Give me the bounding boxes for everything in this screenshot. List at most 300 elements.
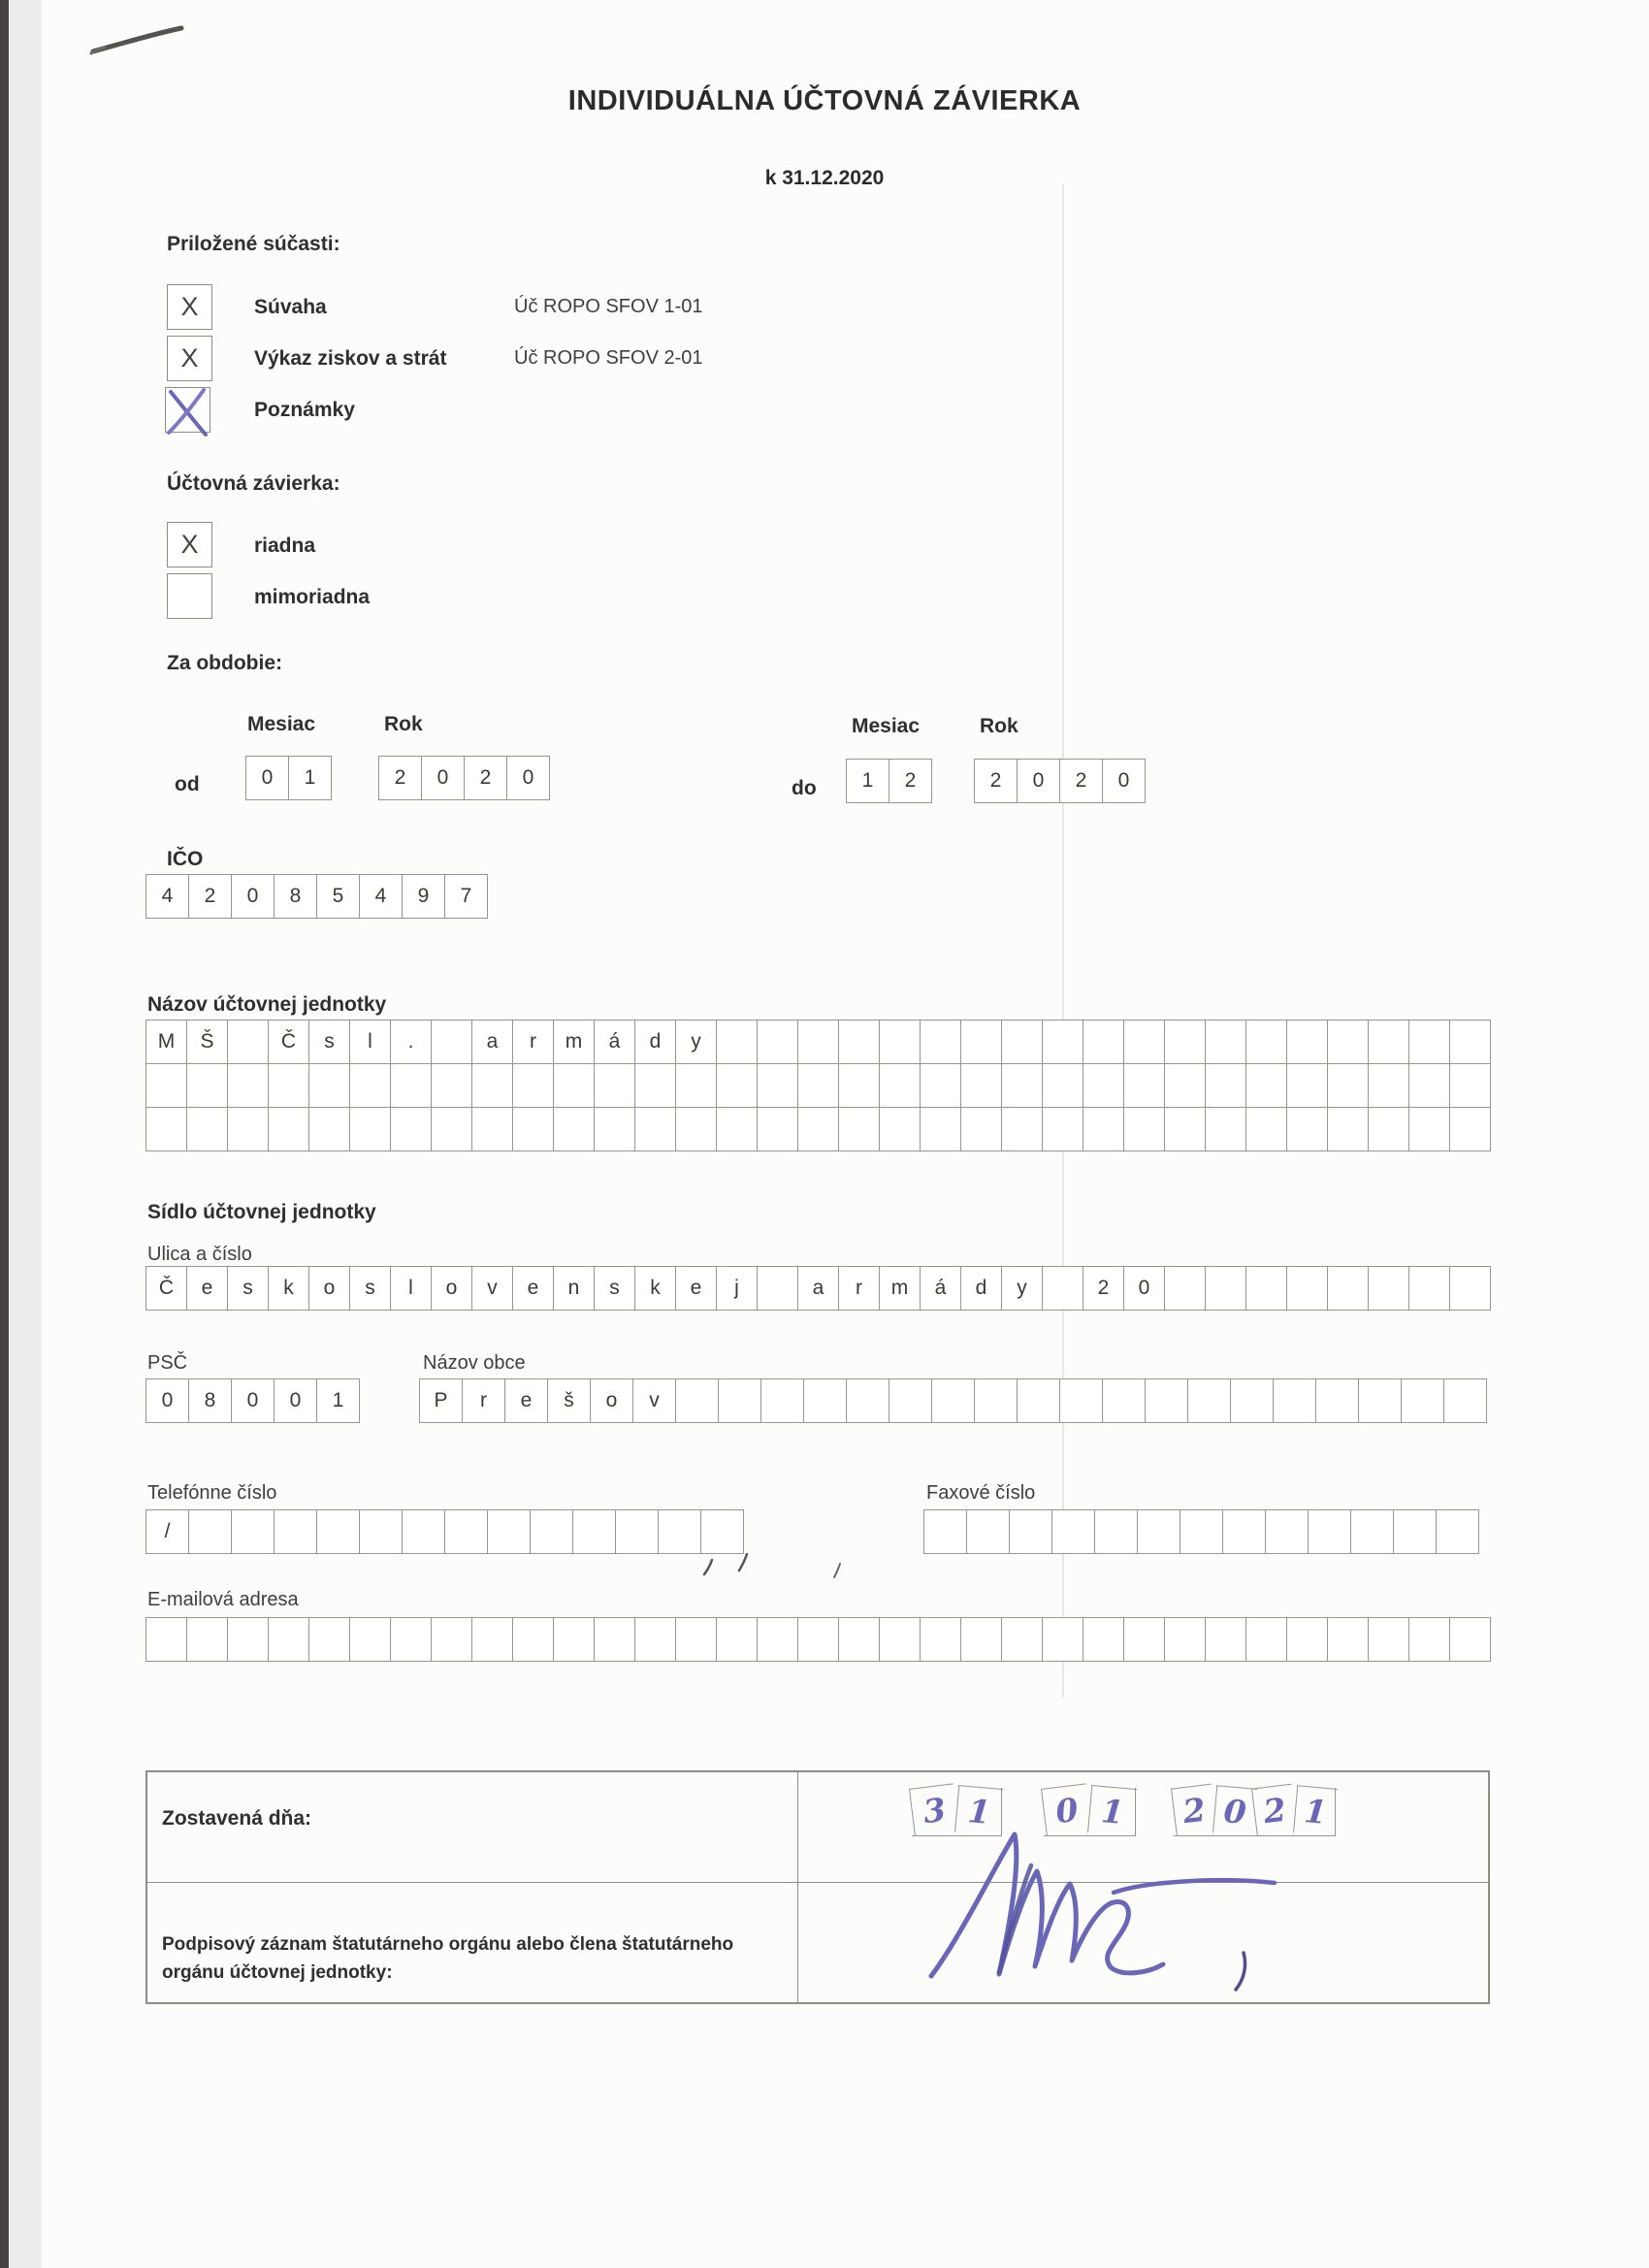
- grid-cell: [838, 1617, 879, 1661]
- attachments-heading: Priložené súčasti:: [167, 233, 340, 255]
- grid-cell: 2: [188, 874, 231, 918]
- grid-cell: 9: [402, 874, 444, 918]
- checkbox-riadna-mark: X: [180, 530, 199, 559]
- grid-cell: [268, 1107, 308, 1150]
- grid-cell: [390, 1107, 431, 1150]
- grid-cell: [316, 1509, 359, 1553]
- grid-cell: [308, 1617, 349, 1661]
- grid-cell: y: [1001, 1266, 1042, 1310]
- grid-cell: 2: [974, 759, 1017, 802]
- grid-cell: [1286, 1266, 1327, 1310]
- grid-cell: [1245, 1617, 1286, 1661]
- grid-cell: [960, 1020, 1001, 1063]
- period-to-month-grid: [846, 759, 932, 803]
- grid-cell: e: [512, 1266, 553, 1310]
- grid-cell: [675, 1107, 716, 1150]
- grid-cell: d: [960, 1266, 1001, 1310]
- fax-grid: [923, 1509, 1479, 1554]
- grid-cell: [757, 1020, 797, 1063]
- grid-cell: [1449, 1063, 1490, 1107]
- period-heading: Za obdobie:: [167, 652, 282, 674]
- grid-cell: [716, 1107, 757, 1150]
- grid-cell: r: [462, 1378, 504, 1422]
- grid-cell: [920, 1107, 960, 1150]
- grid-cell: [431, 1617, 471, 1661]
- grid-cell: [675, 1378, 718, 1422]
- grid-cell: [960, 1107, 1001, 1150]
- grid-cell: [188, 1509, 231, 1553]
- grid-cell: d: [634, 1020, 675, 1063]
- period-to-month-label: Mesiac: [852, 715, 921, 737]
- grid-cell: [920, 1617, 960, 1661]
- grid-cell: [1449, 1107, 1490, 1150]
- grid-cell: 1: [1293, 1785, 1338, 1835]
- signature: [902, 1809, 1310, 2003]
- attachment-label-suvaha: Súvaha: [254, 296, 327, 318]
- grid-cell: [879, 1020, 920, 1063]
- grid-cell: [1123, 1617, 1164, 1661]
- grid-cell: [1083, 1020, 1123, 1063]
- checkbox-suvaha: [167, 284, 212, 330]
- attachment-label-vykaz: Výkaz ziskov a strát: [254, 347, 447, 370]
- grid-cell: [1222, 1509, 1265, 1553]
- grid-cell: o: [308, 1266, 349, 1310]
- grid-cell: [471, 1107, 512, 1150]
- grid-cell: á: [920, 1266, 960, 1310]
- grid-cell: [1180, 1509, 1222, 1553]
- attachment-code-vykaz: Úč ROPO SFOV 2-01: [514, 347, 703, 369]
- checkbox-vykaz-mark: X: [180, 343, 199, 373]
- grid-cell: e: [504, 1378, 547, 1422]
- grid-cell: [553, 1063, 594, 1107]
- grid-cell: [431, 1063, 471, 1107]
- grid-cell: [1123, 1020, 1164, 1063]
- grid-cell: s: [349, 1266, 390, 1310]
- checkbox-suvaha-mark: X: [180, 292, 199, 321]
- period-to-label: do: [792, 777, 817, 799]
- grid-cell: [920, 1063, 960, 1107]
- closing-label-mimoriadna: mimoriadna: [254, 586, 371, 608]
- grid-cell: [530, 1509, 572, 1553]
- grid-cell: [1245, 1266, 1286, 1310]
- checkbox-riadna: [167, 522, 212, 567]
- grid-cell: [966, 1509, 1009, 1553]
- grid-cell: [1408, 1617, 1449, 1661]
- grid-cell: [349, 1617, 390, 1661]
- grid-cell: [879, 1617, 920, 1661]
- grid-cell: [658, 1509, 700, 1553]
- grid-cell: 2: [464, 756, 506, 799]
- grid-cell: [1123, 1107, 1164, 1150]
- grid-cell: [1449, 1266, 1490, 1310]
- grid-cell: 4: [359, 874, 402, 918]
- grid-cell: [1164, 1063, 1205, 1107]
- pen-scribble-mark: [85, 19, 202, 63]
- grid-cell: [308, 1063, 349, 1107]
- grid-cell: [1408, 1107, 1449, 1150]
- form-as-of-date: k 31.12.2020: [764, 167, 885, 189]
- grid-cell: [146, 1617, 186, 1661]
- grid-cell: [1205, 1063, 1245, 1107]
- grid-cell: [1327, 1063, 1368, 1107]
- phone-grid: [146, 1509, 744, 1554]
- grid-cell: [1245, 1063, 1286, 1107]
- grid-cell: y: [675, 1020, 716, 1063]
- grid-cell: [797, 1063, 838, 1107]
- grid-cell: 1: [316, 1378, 359, 1422]
- checkbox-vykaz: [167, 336, 212, 381]
- closing-label-riadna: riadna: [254, 535, 316, 557]
- period-to-year-grid: [974, 759, 1146, 803]
- grid-cell: [444, 1509, 487, 1553]
- grid-cell: [146, 1107, 186, 1150]
- grid-cell: [1001, 1107, 1042, 1150]
- period-to-year-label: Rok: [980, 715, 1018, 737]
- grid-cell: [1094, 1509, 1137, 1553]
- grid-cell: [634, 1063, 675, 1107]
- grid-cell: [1001, 1020, 1042, 1063]
- grid-cell: 0: [1102, 759, 1145, 802]
- grid-cell: 2: [378, 756, 421, 799]
- phone-label: Telefónne číslo: [147, 1482, 277, 1504]
- grid-cell: /: [146, 1509, 188, 1553]
- grid-cell: [1408, 1020, 1449, 1063]
- grid-cell: [838, 1107, 879, 1150]
- grid-cell: [797, 1107, 838, 1150]
- grid-cell: [1449, 1617, 1490, 1661]
- scan-edge-light: [9, 0, 42, 2268]
- grid-cell: [553, 1617, 594, 1661]
- grid-cell: [274, 1509, 316, 1553]
- grid-cell: [1164, 1266, 1205, 1310]
- grid-cell: [757, 1063, 797, 1107]
- grid-cell: [1083, 1107, 1123, 1150]
- grid-cell: [716, 1020, 757, 1063]
- grid-cell: [920, 1020, 960, 1063]
- grid-cell: [1164, 1617, 1205, 1661]
- grid-cell: 2: [1059, 759, 1102, 802]
- grid-cell: 0: [245, 756, 288, 799]
- grid-cell: 7: [444, 874, 487, 918]
- grid-cell: [1001, 1617, 1042, 1661]
- grid-cell: [1368, 1020, 1408, 1063]
- grid-cell: [1042, 1107, 1083, 1150]
- grid-cell: [1230, 1378, 1273, 1422]
- grid-cell: r: [512, 1020, 553, 1063]
- grid-cell: Č: [268, 1020, 308, 1063]
- grid-cell: [1358, 1378, 1401, 1422]
- grid-cell: á: [594, 1020, 634, 1063]
- grid-cell: [512, 1063, 553, 1107]
- grid-cell: [1286, 1020, 1327, 1063]
- checkbox-mimoriadna: [167, 573, 212, 619]
- grid-cell: k: [634, 1266, 675, 1310]
- entity-name-label: Názov účtovnej jednotky: [147, 993, 387, 1016]
- grid-cell: s: [227, 1266, 268, 1310]
- grid-cell: [594, 1063, 634, 1107]
- grid-cell: j: [716, 1266, 757, 1310]
- grid-cell: r: [838, 1266, 879, 1310]
- grid-cell: [512, 1617, 553, 1661]
- grid-cell: [1436, 1509, 1478, 1553]
- grid-cell: [186, 1617, 227, 1661]
- grid-cell: l: [349, 1020, 390, 1063]
- street-label: Ulica a číslo: [147, 1244, 252, 1265]
- grid-cell: [268, 1617, 308, 1661]
- grid-cell: s: [308, 1020, 349, 1063]
- grid-cell: 4: [146, 874, 188, 918]
- grid-cell: [1042, 1617, 1083, 1661]
- period-from-year-label: Rok: [384, 713, 423, 735]
- grid-cell: [572, 1509, 615, 1553]
- grid-cell: [1083, 1617, 1123, 1661]
- grid-cell: [1245, 1020, 1286, 1063]
- period-from-year-grid: [378, 756, 550, 800]
- grid-cell: 0: [1017, 759, 1059, 802]
- grid-cell: [1042, 1063, 1083, 1107]
- grid-cell: o: [431, 1266, 471, 1310]
- grid-cell: P: [419, 1378, 462, 1422]
- grid-cell: [1001, 1063, 1042, 1107]
- handwritten-x-mark: [159, 380, 217, 440]
- grid-cell: [974, 1378, 1017, 1422]
- grid-cell: [1393, 1509, 1436, 1553]
- address-heading: Sídlo účtovnej jednotky: [147, 1201, 376, 1223]
- grid-cell: [797, 1617, 838, 1661]
- grid-cell: š: [547, 1378, 590, 1422]
- grid-cell: [1145, 1378, 1187, 1422]
- attachment-code-suvaha: Úč ROPO SFOV 1-01: [514, 296, 703, 317]
- grid-cell: 0: [1212, 1785, 1257, 1835]
- grid-cell: [879, 1063, 920, 1107]
- grid-cell: [227, 1020, 268, 1063]
- period-from-label: od: [175, 773, 200, 795]
- grid-cell: [675, 1617, 716, 1661]
- grid-cell: [594, 1107, 634, 1150]
- grid-cell: 0: [231, 874, 274, 918]
- town-grid: [419, 1378, 1487, 1423]
- grid-cell: [757, 1107, 797, 1150]
- grid-cell: [227, 1063, 268, 1107]
- grid-cell: [471, 1617, 512, 1661]
- fax-label: Faxové číslo: [926, 1482, 1036, 1504]
- grid-cell: [349, 1063, 390, 1107]
- grid-cell: [186, 1107, 227, 1150]
- grid-cell: 0: [274, 1378, 316, 1422]
- grid-cell: [390, 1617, 431, 1661]
- email-label: E-mailová adresa: [147, 1589, 299, 1610]
- grid-cell: 8: [188, 1378, 231, 1422]
- grid-cell: [553, 1107, 594, 1150]
- psc-grid: [146, 1378, 360, 1423]
- grid-cell: [1327, 1107, 1368, 1150]
- grid-cell: [1205, 1020, 1245, 1063]
- grid-cell: [431, 1020, 471, 1063]
- grid-cell: [1042, 1020, 1083, 1063]
- grid-cell: [487, 1509, 530, 1553]
- grid-cell: [390, 1063, 431, 1107]
- grid-cell: [1368, 1063, 1408, 1107]
- grid-cell: s: [594, 1266, 634, 1310]
- grid-cell: [1083, 1063, 1123, 1107]
- grid-cell: k: [268, 1266, 308, 1310]
- grid-cell: [1286, 1617, 1327, 1661]
- grid-cell: [960, 1617, 1001, 1661]
- grid-cell: [1164, 1107, 1205, 1150]
- grid-cell: [923, 1509, 966, 1553]
- grid-cell: [1368, 1266, 1408, 1310]
- grid-cell: [1368, 1617, 1408, 1661]
- ico-label: IČO: [167, 848, 204, 870]
- entity-name-grid: [146, 1020, 1491, 1151]
- grid-cell: [1308, 1509, 1350, 1553]
- street-grid: [146, 1266, 1491, 1311]
- grid-cell: [146, 1063, 186, 1107]
- grid-cell: [1205, 1266, 1245, 1310]
- email-grid: [146, 1617, 1491, 1662]
- grid-cell: a: [471, 1020, 512, 1063]
- grid-cell: [268, 1063, 308, 1107]
- grid-cell: 1: [954, 1785, 1003, 1836]
- grid-cell: [1408, 1266, 1449, 1310]
- grid-cell: [471, 1063, 512, 1107]
- grid-cell: [931, 1378, 974, 1422]
- grid-cell: [1286, 1107, 1327, 1150]
- stray-pen-marks: [698, 1542, 863, 1586]
- grid-cell: [838, 1020, 879, 1063]
- grid-cell: [1443, 1378, 1486, 1422]
- grid-cell: [634, 1617, 675, 1661]
- grid-cell: [1327, 1617, 1368, 1661]
- grid-cell: [1051, 1509, 1094, 1553]
- grid-cell: 2: [889, 759, 931, 802]
- grid-cell: 0: [1123, 1266, 1164, 1310]
- grid-cell: [359, 1509, 402, 1553]
- grid-cell: [718, 1378, 760, 1422]
- grid-cell: 0: [1041, 1783, 1092, 1835]
- closing-heading: Účtovná závierka:: [167, 472, 340, 495]
- grid-cell: v: [471, 1266, 512, 1310]
- grid-cell: [1042, 1266, 1083, 1310]
- grid-cell: [1265, 1509, 1308, 1553]
- grid-cell: [308, 1107, 349, 1150]
- grid-cell: [1102, 1378, 1145, 1422]
- grid-cell: [431, 1107, 471, 1150]
- grid-cell: [1401, 1378, 1443, 1422]
- grid-cell: [227, 1107, 268, 1150]
- grid-cell: [1273, 1378, 1315, 1422]
- grid-cell: 5: [316, 874, 359, 918]
- signature-record-label: Podpisový záznam štatutárneho orgánu alebo člena štatutárneho orgánu účtovnej jednotky:: [162, 1934, 734, 1983]
- grid-cell: [757, 1617, 797, 1661]
- period-from-month-grid: [245, 756, 332, 800]
- scan-edge-shadow: [0, 0, 9, 2268]
- grid-cell: [803, 1378, 846, 1422]
- grid-cell: [760, 1378, 803, 1422]
- grid-cell: 1: [288, 756, 331, 799]
- grid-cell: n: [553, 1266, 594, 1310]
- grid-cell: o: [590, 1378, 632, 1422]
- scan-artifact-line: [1062, 184, 1064, 1698]
- grid-cell: a: [797, 1266, 838, 1310]
- grid-cell: [1368, 1107, 1408, 1150]
- grid-cell: [227, 1617, 268, 1661]
- grid-cell: e: [675, 1266, 716, 1310]
- grid-cell: 0: [421, 756, 464, 799]
- grid-cell: [1205, 1107, 1245, 1150]
- period-from-month-label: Mesiac: [247, 713, 316, 735]
- grid-cell: 8: [274, 874, 316, 918]
- form-title: INDIVIDUÁLNA ÚČTOVNÁ ZÁVIERKA: [567, 85, 1082, 116]
- ico-grid: [146, 874, 488, 919]
- grid-cell: [675, 1063, 716, 1107]
- grid-cell: [1327, 1266, 1368, 1310]
- grid-cell: [512, 1107, 553, 1150]
- grid-cell: 0: [146, 1378, 188, 1422]
- grid-cell: [1187, 1378, 1230, 1422]
- grid-cell: l: [390, 1266, 431, 1310]
- grid-cell: [838, 1063, 879, 1107]
- grid-cell: 0: [506, 756, 549, 799]
- town-label: Názov obce: [423, 1352, 526, 1374]
- grid-cell: [634, 1107, 675, 1150]
- grid-cell: m: [553, 1020, 594, 1063]
- grid-cell: [1350, 1509, 1393, 1553]
- grid-cell: Š: [186, 1020, 227, 1063]
- grid-cell: v: [632, 1378, 675, 1422]
- grid-cell: [231, 1509, 274, 1553]
- grid-cell: [757, 1266, 797, 1310]
- grid-cell: [1017, 1378, 1059, 1422]
- grid-cell: M: [146, 1020, 186, 1063]
- grid-cell: 3: [909, 1783, 959, 1835]
- grid-cell: [1164, 1020, 1205, 1063]
- grid-cell: 2: [1171, 1784, 1216, 1836]
- grid-cell: [594, 1617, 634, 1661]
- grid-cell: [402, 1509, 444, 1553]
- grid-cell: [1137, 1509, 1180, 1553]
- grid-cell: [1449, 1020, 1490, 1063]
- prepared-on-label: Zostavená dňa:: [162, 1807, 312, 1830]
- grid-cell: [615, 1509, 658, 1553]
- grid-cell: [1327, 1020, 1368, 1063]
- grid-cell: 2: [1251, 1784, 1297, 1836]
- attachment-label-poznamky: Poznámky: [254, 399, 355, 421]
- grid-cell: [889, 1378, 931, 1422]
- grid-cell: [716, 1617, 757, 1661]
- grid-cell: [1009, 1509, 1051, 1553]
- grid-cell: [1315, 1378, 1358, 1422]
- grid-cell: [1205, 1617, 1245, 1661]
- grid-cell: [1408, 1063, 1449, 1107]
- table-vertical-divider: [797, 1772, 798, 2002]
- grid-cell: [349, 1107, 390, 1150]
- grid-cell: [1286, 1063, 1327, 1107]
- grid-cell: [1059, 1378, 1102, 1422]
- grid-cell: 0: [231, 1378, 274, 1422]
- grid-cell: [960, 1063, 1001, 1107]
- grid-cell: [879, 1107, 920, 1150]
- grid-cell: 2: [1083, 1266, 1123, 1310]
- grid-cell: Č: [146, 1266, 186, 1310]
- grid-cell: [186, 1063, 227, 1107]
- psc-label: PSČ: [147, 1352, 188, 1374]
- grid-cell: .: [390, 1020, 431, 1063]
- grid-cell: [1245, 1107, 1286, 1150]
- grid-cell: 1: [846, 759, 889, 802]
- grid-cell: [1123, 1063, 1164, 1107]
- grid-cell: 1: [1087, 1785, 1137, 1836]
